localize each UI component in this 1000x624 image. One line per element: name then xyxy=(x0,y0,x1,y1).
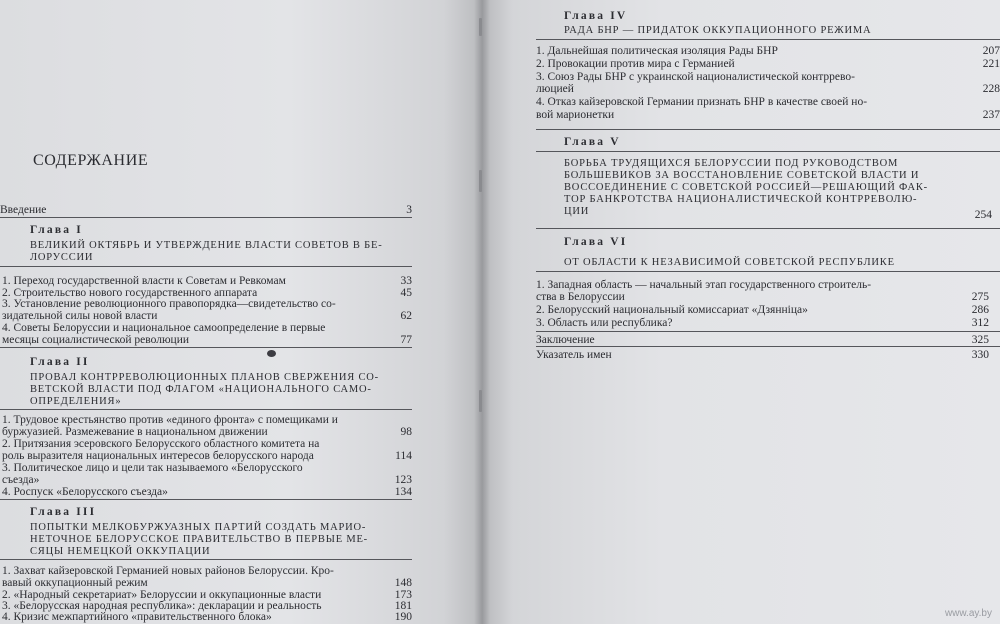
divider xyxy=(536,271,1000,272)
binding-stitch xyxy=(479,18,482,36)
index-page: 330 xyxy=(971,349,989,361)
toc-entry: 4. Кризис межпартийного «правительственного блока» xyxy=(2,611,272,623)
toc-entry: 2. Притязания эсеровского Белорусского областного комитета на xyxy=(2,438,320,450)
toc-entry: месяцы социалистической революции xyxy=(2,334,190,346)
index-label: Указатель имен xyxy=(536,349,612,361)
toc-entry: люцией xyxy=(536,83,574,95)
chapter-2-title-line: ОПРЕДЕЛЕНИЯ» xyxy=(30,396,122,407)
right-page xyxy=(482,0,1000,624)
chapter-1-title-line: ЛОРУССИИ xyxy=(30,252,94,263)
divider xyxy=(536,129,1000,130)
toc-entry: съезда» xyxy=(2,474,40,486)
chapter-6-heading: Глава VI xyxy=(564,236,628,248)
toc-entry: 3. Установление революционного правопорядка—свидетельство со- xyxy=(2,298,336,310)
divider xyxy=(536,228,1000,229)
toc-page: 173 xyxy=(394,589,412,601)
chapter-3-title-line: СЯЦЫ НЕМЕЦКОЙ ОККУПАЦИИ xyxy=(30,546,211,557)
chapter-6-title-line: ОТ ОБЛАСТИ К НЕЗАВИСИМОЙ СОВЕТСКОЙ РЕСПУБЛИКЕ xyxy=(564,257,895,268)
toc-page: 45 xyxy=(400,287,412,299)
chapter-4-heading: Глава IV xyxy=(564,10,628,22)
toc-entry: 3. Союз Рады БНР с украинской националистической контррево- xyxy=(536,71,855,83)
toc-entry: 1. Трудовое крестьянство против «единого фронта» с помещиками и xyxy=(2,414,338,426)
chapter-1-title-line: ВЕЛИКИЙ ОКТЯБРЬ И УТВЕРЖДЕНИЕ ВЛАСТИ СОВЕТОВ В БЕ- xyxy=(30,240,383,251)
intro-label: Введение xyxy=(0,204,47,216)
toc-page: 181 xyxy=(394,600,412,612)
binding-stitch xyxy=(479,170,482,192)
chapter-5-heading: Глава V xyxy=(564,136,621,148)
chapter-5-title-line: БОЛЬШЕВИКОВ ЗА ВОССТАНОВЛЕНИЕ СОВЕТСКОЙ ВЛАСТИ И xyxy=(564,170,920,181)
divider xyxy=(0,217,412,218)
toc-entry: 1. Переход государственной власти к Советам и Ревкомам xyxy=(2,275,286,287)
chapter-4-title-line: РАДА БНР — ПРИДАТОК ОККУПАЦИОННОГО РЕЖИМА xyxy=(564,25,872,36)
toc-page: 77 xyxy=(400,334,412,346)
toc-page: 190 xyxy=(394,611,412,623)
toc-entry: зидательной силы новой власти xyxy=(2,310,158,322)
toc-entry: 1. Дальнейшая политическая изоляция Рады БНР xyxy=(536,45,778,57)
toc-entry: 3. Политическое лицо и цели так называемого «Белорусского xyxy=(2,462,303,474)
toc-entry: 1. Западная область — начальный этап государственного строитель- xyxy=(536,279,872,291)
chapter-3-title-line: НЕТОЧНОЕ БЕЛОРУССКОЕ ПРАВИТЕЛЬСТВО В ПЕРВЫЕ МЕ- xyxy=(30,534,368,545)
toc-page: 254 xyxy=(974,209,992,221)
toc-page: 114 xyxy=(395,450,412,462)
toc-entry: буржуазией. Размежевание в национальном движении xyxy=(2,426,268,438)
toc-page: 207 xyxy=(982,45,1000,57)
book-gutter xyxy=(474,0,490,624)
toc-page: 312 xyxy=(971,317,989,329)
toc-entry: 4. Роспуск «Белорусского съезда» xyxy=(2,486,168,498)
toc-entry: 1. Захват кайзеровской Германией новых районов Белоруссии. Кро- xyxy=(2,565,334,577)
toc-page: 98 xyxy=(400,426,412,438)
toc-page: 134 xyxy=(394,486,412,498)
toc-page: 221 xyxy=(982,58,1000,70)
toc-entry: 4. Отказ кайзеровской Германии признать БНР в качестве своей но- xyxy=(536,96,868,108)
toc-page: 148 xyxy=(394,577,412,589)
divider xyxy=(536,151,1000,152)
chapter-2-title-line: ПРОВАЛ КОНТРРЕВОЛЮЦИОННЫХ ПЛАНОВ СВЕРЖЕНИЯ СО- xyxy=(30,372,379,383)
intro-page: 3 xyxy=(406,204,412,216)
divider xyxy=(0,266,412,267)
toc-entry: 4. Советы Белоруссии и национальное самоопределение в первые xyxy=(2,322,326,334)
toc-entry: ства в Белоруссии xyxy=(536,291,625,303)
divider xyxy=(0,499,412,500)
toc-page: 228 xyxy=(982,83,1000,95)
chapter-5-title-line: ВОССОЕДИНЕНИЕ С СОВЕТСКОЙ РОССИЕЙ—РЕШАЮЩИЙ ФАК- xyxy=(564,182,928,193)
chapter-3-title-line: ПОПЫТКИ МЕЛКОБУРЖУАЗНЫХ ПАРТИЙ СОЗДАТЬ МАРИО- xyxy=(30,522,367,533)
toc-entry: 2. «Народный секретариат» Белоруссии и оккупационные власти xyxy=(2,589,322,601)
chapter-5-title-line: ЦИИ xyxy=(564,206,590,217)
divider xyxy=(536,39,1000,40)
divider xyxy=(0,559,412,560)
chapter-2-heading: Глава II xyxy=(30,356,90,368)
toc-page: 275 xyxy=(971,291,989,303)
conclusion-label: Заключение xyxy=(536,334,595,346)
conclusion-page: 325 xyxy=(971,334,989,346)
toc-entry: вавый оккупационный режим xyxy=(2,577,148,589)
left-page xyxy=(0,0,482,624)
toc-page: 62 xyxy=(400,310,412,322)
toc-entry: 3. «Белорусская народная республика»: декларации и реальность xyxy=(2,600,322,612)
ink-spot xyxy=(267,350,276,357)
chapter-1-heading: Глава I xyxy=(30,224,83,236)
chapter-5-title-line: БОРЬБА ТРУДЯЩИХСЯ БЕЛОРУССИИ ПОД РУКОВОДСТВОМ xyxy=(564,158,899,169)
toc-page: 123 xyxy=(394,474,412,486)
divider xyxy=(536,331,1000,332)
toc-entry: 2. Строительство нового государственного аппарата xyxy=(2,287,258,299)
toc-entry: 2. Белорусский национальный комиссариат «Дзянніца» xyxy=(536,304,808,316)
toc-page: 286 xyxy=(971,304,989,316)
toc-entry: 2. Провокации против мира с Германией xyxy=(536,58,735,70)
divider xyxy=(0,347,412,348)
toc-page: 237 xyxy=(982,109,1000,121)
toc-page: 33 xyxy=(400,275,412,287)
chapter-3-heading: Глава III xyxy=(30,506,97,518)
chapter-2-title-line: ВЕТСКОЙ ВЛАСТИ ПОД ФЛАГОМ «НАЦИОНАЛЬНОГО САМО- xyxy=(30,384,372,395)
binding-stitch xyxy=(479,390,482,412)
divider xyxy=(0,409,412,410)
contents-title: СОДЕРЖАНИЕ xyxy=(33,152,149,169)
watermark: www.ay.by xyxy=(944,608,992,619)
divider xyxy=(536,346,1000,347)
chapter-5-title-line: ТОР БАНКРОТСТВА НАЦИОНАЛИСТИЧЕСКОЙ КОНТРРЕВОЛЮ- xyxy=(564,194,918,205)
toc-entry: вой марионетки xyxy=(536,109,615,121)
toc-entry: роль выразителя национальных интересов белорусского народа xyxy=(2,450,314,462)
toc-entry: 3. Область или республика? xyxy=(536,317,673,329)
